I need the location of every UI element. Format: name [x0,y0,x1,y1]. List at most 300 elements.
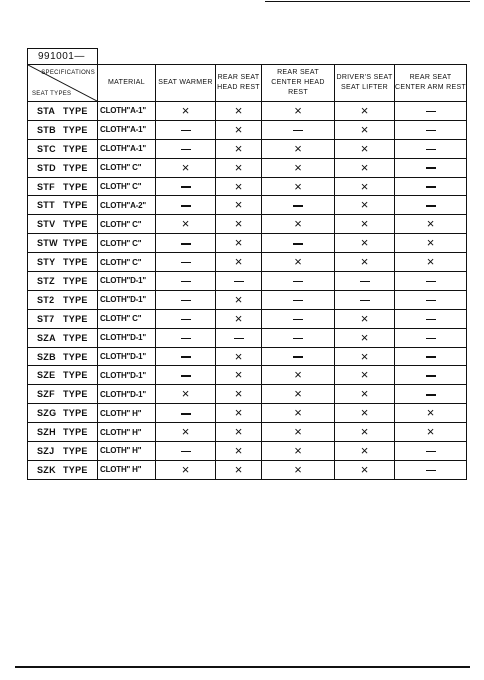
dash-mark [426,300,436,302]
cross-mark: × [360,367,369,383]
drivers-seat-lifter-cell [335,102,395,121]
cross-mark: × [426,424,435,440]
cross-mark: × [360,216,369,232]
drivers-seat-lifter-cell [335,366,395,385]
cross-mark: × [234,121,243,137]
seat-type-cell [28,347,98,366]
dash-mark [426,451,436,453]
rear-seat-head-rest-cell [216,328,262,347]
cross-mark: × [294,386,302,402]
seat-types-label: SEAT TYPES [32,91,72,97]
material-cell: CLOTH"D-1" [98,385,156,404]
material-cell: CLOTH" H" [98,404,156,423]
rear-seat-center-arm-rest-cell [395,234,467,253]
cross-mark: × [360,405,369,421]
dash-mark [360,281,370,283]
cross-mark: × [234,442,243,458]
cross-mark: × [234,159,243,175]
dash-mark [293,130,303,132]
dash-mark [181,281,191,283]
seat-type-suffix: TYPE [63,238,88,249]
rear-seat-head-rest-cell [216,120,262,139]
cross-mark: × [360,348,369,364]
seat-warmer-cell [156,158,216,177]
table-row [28,139,467,158]
cross-mark: × [234,405,243,421]
dash-mark [426,149,436,151]
rear-seat-center-arm-rest-cell [395,290,467,309]
rear-seat-center-head-rest-cell [262,102,335,121]
rear-seat-head-rest-cell [216,366,262,385]
drivers-seat-lifter-cell [335,442,395,461]
table-row [28,366,467,385]
cross-mark: × [234,102,243,118]
rear-seat-center-arm-rest-cell [395,347,467,366]
seat-type-cell [28,366,98,385]
dash-mark [181,300,191,302]
rear-seat-center-head-rest-cell [262,309,335,328]
dash-mark [181,356,191,358]
dash-mark [181,262,191,264]
seat-warmer-cell [156,442,216,461]
seat-type-cell [28,234,98,253]
cross-mark: × [360,178,369,194]
seat-warmer-cell [156,404,216,423]
seat-type-cell [28,309,98,328]
rear-seat-head-rest-cell [216,158,262,177]
cross-mark: × [234,235,243,251]
material-cell: CLOTH" C" [98,215,156,234]
seat-type-cell [28,120,98,139]
seat-type-cell [28,442,98,461]
seat-warmer-cell [156,272,216,291]
seat-type-cell [28,423,98,442]
rear-seat-center-head-rest-cell [262,328,335,347]
drivers-seat-lifter-cell [335,404,395,423]
rear-seat-head-rest-cell [216,309,262,328]
seat-type-suffix: TYPE [63,389,88,400]
cross-mark: × [426,254,435,270]
drivers-seat-lifter-cell [335,347,395,366]
drivers-seat-lifter-cell [335,234,395,253]
table-row [28,385,467,404]
seat-type-cell [28,196,98,215]
cross-mark: × [360,386,369,402]
rear-seat-head-rest-cell [216,196,262,215]
rear-seat-head-rest-cell [216,423,262,442]
column-header-rear-seat-center-head-rest: REAR SEAT CENTER HEAD REST [262,65,335,102]
seat-type-suffix: TYPE [63,105,88,116]
seat-type-suffix: TYPE [63,143,88,154]
cross-mark: × [360,461,369,477]
cross-mark: × [360,254,369,270]
seat-type-code: STC [37,143,56,154]
dash-mark [426,205,436,207]
table-row [28,272,467,291]
seat-type-code: SZA [37,332,56,343]
table-row [28,328,467,347]
cross-mark: × [234,291,243,307]
dash-mark [426,394,436,396]
cross-mark: × [181,461,190,477]
dash-mark [426,130,436,132]
column-header-rear-seat-head-rest: REAR SEAT HEAD REST [216,65,262,102]
drivers-seat-lifter-cell [335,460,395,479]
rear-seat-center-head-rest-cell [262,158,335,177]
drivers-seat-lifter-cell [335,177,395,196]
dash-mark [234,338,244,340]
cross-mark: × [360,197,369,213]
cross-mark: × [360,424,369,440]
cross-mark: × [294,102,302,118]
dash-mark [181,205,191,207]
rear-seat-head-rest-cell [216,253,262,272]
seat-type-cell [28,272,98,291]
drivers-seat-lifter-cell [335,272,395,291]
drivers-seat-lifter-cell [335,253,395,272]
dash-mark [293,319,303,321]
material-cell: CLOTH" C" [98,253,156,272]
dash-mark [426,356,436,358]
rear-seat-center-head-rest-cell [262,423,335,442]
cross-mark: × [426,405,435,421]
table-body [28,102,467,480]
seat-type-cell [28,215,98,234]
rear-seat-center-head-rest-cell [262,460,335,479]
seat-type-code: STT [37,200,55,211]
seat-type-suffix: TYPE [63,200,88,211]
column-header-rear-seat-center-arm-rest: REAR SEAT CENTER ARM REST [395,65,467,102]
dash-mark [293,281,303,283]
seat-type-cell [28,328,98,347]
rear-seat-center-head-rest-cell [262,139,335,158]
drivers-seat-lifter-cell [335,120,395,139]
cross-mark: × [360,121,369,137]
cross-mark: × [294,159,302,175]
cross-mark: × [294,254,302,270]
material-cell: CLOTH"D-1" [98,290,156,309]
rear-seat-center-arm-rest-cell [395,196,467,215]
material-cell: CLOTH"A-1" [98,102,156,121]
rear-seat-center-arm-rest-cell [395,177,467,196]
rear-seat-center-arm-rest-cell [395,120,467,139]
dash-mark [426,319,436,321]
table-row [28,234,467,253]
rear-seat-center-arm-rest-cell [395,404,467,423]
table-row [28,215,467,234]
seat-type-cell [28,290,98,309]
rear-seat-head-rest-cell [216,404,262,423]
seat-type-code: STY [37,257,56,268]
rear-seat-center-head-rest-cell [262,120,335,139]
dash-mark [293,356,303,358]
drivers-seat-lifter-cell [335,385,395,404]
rear-seat-center-head-rest-cell [262,177,335,196]
column-header-material: MATERIAL [98,65,156,102]
cross-mark: × [294,367,302,383]
drivers-seat-lifter-cell [335,215,395,234]
seat-type-cell [28,253,98,272]
table-row [28,347,467,366]
seat-type-suffix: TYPE [63,370,88,381]
rear-seat-center-head-rest-cell [262,196,335,215]
seat-type-code: SZB [37,351,56,362]
dash-mark [293,300,303,302]
seat-type-cell [28,102,98,121]
cross-mark: × [234,386,243,402]
seat-type-suffix: TYPE [63,464,88,475]
seat-type-code: ST2 [37,294,55,305]
drivers-seat-lifter-cell [335,290,395,309]
document-code: 991001— [27,48,98,64]
table-row [28,253,467,272]
cross-mark: × [360,329,369,345]
seat-warmer-cell [156,366,216,385]
rear-seat-center-head-rest-cell [262,385,335,404]
rear-seat-head-rest-cell [216,385,262,404]
cross-mark: × [181,216,190,232]
seat-warmer-cell [156,196,216,215]
rear-seat-center-arm-rest-cell [395,253,467,272]
corner-header-cell [28,65,98,102]
rear-seat-center-arm-rest-cell [395,460,467,479]
rear-seat-head-rest-cell [216,460,262,479]
seat-warmer-cell [156,290,216,309]
table-row [28,120,467,139]
rear-seat-center-arm-rest-cell [395,215,467,234]
seat-warmer-cell [156,385,216,404]
dash-mark [181,338,191,340]
column-header-seat-warmer: SEAT WARMER [156,65,216,102]
table-row [28,290,467,309]
cross-mark: × [360,310,369,326]
seat-type-code: STV [37,219,56,230]
seat-type-cell [28,460,98,479]
cross-mark: × [181,424,190,440]
rear-seat-head-rest-cell [216,102,262,121]
rear-seat-center-head-rest-cell [262,366,335,385]
seat-type-suffix: TYPE [63,275,88,286]
rear-seat-center-head-rest-cell [262,253,335,272]
seat-type-code: SZG [37,408,57,419]
rear-seat-center-head-rest-cell [262,347,335,366]
seat-type-cell [28,177,98,196]
rear-seat-head-rest-cell [216,139,262,158]
table-row [28,442,467,461]
material-cell: CLOTH" C" [98,158,156,177]
cross-mark: × [181,102,190,118]
drivers-seat-lifter-cell [335,158,395,177]
cross-mark: × [360,442,369,458]
rear-seat-center-arm-rest-cell [395,328,467,347]
cross-mark: × [234,254,243,270]
seat-type-suffix: TYPE [63,408,88,419]
dash-mark [360,300,370,302]
table-row [28,460,467,479]
cross-mark: × [234,367,243,383]
dash-mark [181,186,191,188]
seat-type-suffix: TYPE [63,219,88,230]
bottom-rule [15,666,470,668]
rear-seat-center-arm-rest-cell [395,423,467,442]
material-cell: CLOTH"D-1" [98,328,156,347]
dash-mark [293,243,303,245]
material-cell: CLOTH" C" [98,177,156,196]
cross-mark: × [234,310,243,326]
rear-seat-center-arm-rest-cell [395,102,467,121]
cross-mark: × [294,424,302,440]
cross-mark: × [181,386,190,402]
rear-seat-head-rest-cell [216,347,262,366]
material-cell: CLOTH" H" [98,460,156,479]
cross-mark: × [360,102,369,118]
cross-mark: × [294,461,302,477]
dash-mark [426,338,436,340]
rear-seat-center-head-rest-cell [262,404,335,423]
cross-mark: × [360,235,369,251]
rear-seat-center-arm-rest-cell [395,139,467,158]
cross-mark: × [426,216,435,232]
rear-seat-center-arm-rest-cell [395,158,467,177]
seat-type-cell [28,404,98,423]
seat-warmer-cell [156,253,216,272]
seat-type-code: STB [37,124,56,135]
rear-seat-center-arm-rest-cell [395,385,467,404]
cross-mark: × [234,461,243,477]
seat-type-code: SZK [37,464,56,475]
table-row [28,158,467,177]
seat-warmer-cell [156,460,216,479]
seat-warmer-cell [156,102,216,121]
rear-seat-center-head-rest-cell [262,215,335,234]
rear-seat-head-rest-cell [216,290,262,309]
cross-mark: × [294,178,302,194]
drivers-seat-lifter-cell [335,139,395,158]
seat-type-suffix: TYPE [63,351,88,362]
specifications-label: SPECIFICATIONS [41,70,95,76]
seat-warmer-cell [156,215,216,234]
dash-mark [234,281,244,283]
seat-type-suffix: TYPE [63,257,88,268]
seat-type-cell [28,158,98,177]
dash-mark [426,167,436,169]
material-cell: CLOTH" H" [98,442,156,461]
dash-mark [293,205,303,207]
drivers-seat-lifter-cell [335,309,395,328]
seat-type-code: STD [37,162,56,173]
cross-mark: × [294,216,302,232]
cross-mark: × [294,442,302,458]
seat-type-code: SZJ [37,445,55,456]
dash-mark [426,186,436,188]
header-row [28,65,467,102]
seat-type-code: STW [37,238,58,249]
table-row [28,404,467,423]
seat-type-suffix: TYPE [63,427,88,438]
cross-mark: × [234,140,243,156]
material-cell: CLOTH" C" [98,234,156,253]
dash-mark [181,149,191,151]
dash-mark [181,319,191,321]
table-row [28,423,467,442]
seat-warmer-cell [156,120,216,139]
rear-seat-center-head-rest-cell [262,234,335,253]
rear-seat-center-head-rest-cell [262,442,335,461]
seat-type-code: SZE [37,370,56,381]
rear-seat-center-arm-rest-cell [395,366,467,385]
cross-mark: × [234,197,243,213]
material-cell: CLOTH"A-2" [98,196,156,215]
cross-mark: × [360,159,369,175]
dash-mark [426,111,436,113]
seat-type-cell [28,385,98,404]
dash-mark [181,451,191,453]
seat-warmer-cell [156,309,216,328]
dash-mark [181,243,191,245]
cross-mark: × [234,216,243,232]
seat-type-code: SZF [37,389,55,400]
dash-mark [426,375,436,377]
seat-type-code: STZ [37,275,55,286]
cross-mark: × [234,424,243,440]
material-cell: CLOTH"A-1" [98,120,156,139]
material-cell: CLOTH"D-1" [98,272,156,291]
dash-mark [181,130,191,132]
table-row [28,196,467,215]
material-cell: CLOTH"A-1" [98,139,156,158]
table-row [28,102,467,121]
cross-mark: × [294,405,302,421]
seat-type-cell [28,139,98,158]
material-cell: CLOTH"D-1" [98,347,156,366]
seat-warmer-cell [156,234,216,253]
seat-specification-table [27,64,467,480]
drivers-seat-lifter-cell [335,328,395,347]
cross-mark: × [426,235,435,251]
cross-mark: × [234,348,243,364]
seat-type-code: SZH [37,427,56,438]
cross-mark: × [181,159,190,175]
seat-type-suffix: TYPE [63,313,88,324]
rear-seat-center-head-rest-cell [262,290,335,309]
column-header-drivers-seat-lifter: DRIVER'S SEAT SEAT LIFTER [335,65,395,102]
seat-type-suffix: TYPE [63,124,88,135]
seat-type-code: ST7 [37,313,55,324]
rear-seat-head-rest-cell [216,177,262,196]
dash-mark [426,281,436,283]
material-cell: CLOTH" C" [98,309,156,328]
cross-mark: × [234,178,243,194]
dash-mark [426,470,436,472]
table-row [28,309,467,328]
seat-warmer-cell [156,139,216,158]
cross-mark: × [360,140,369,156]
drivers-seat-lifter-cell [335,423,395,442]
seat-warmer-cell [156,423,216,442]
rear-seat-head-rest-cell [216,272,262,291]
seat-type-suffix: TYPE [63,294,88,305]
cross-mark: × [294,140,302,156]
dash-mark [181,375,191,377]
table-row [28,177,467,196]
rear-seat-center-arm-rest-cell [395,272,467,291]
drivers-seat-lifter-cell [335,196,395,215]
material-cell: CLOTH"D-1" [98,366,156,385]
rear-seat-center-head-rest-cell [262,272,335,291]
dash-mark [293,338,303,340]
seat-warmer-cell [156,347,216,366]
top-rule [265,1,470,2]
